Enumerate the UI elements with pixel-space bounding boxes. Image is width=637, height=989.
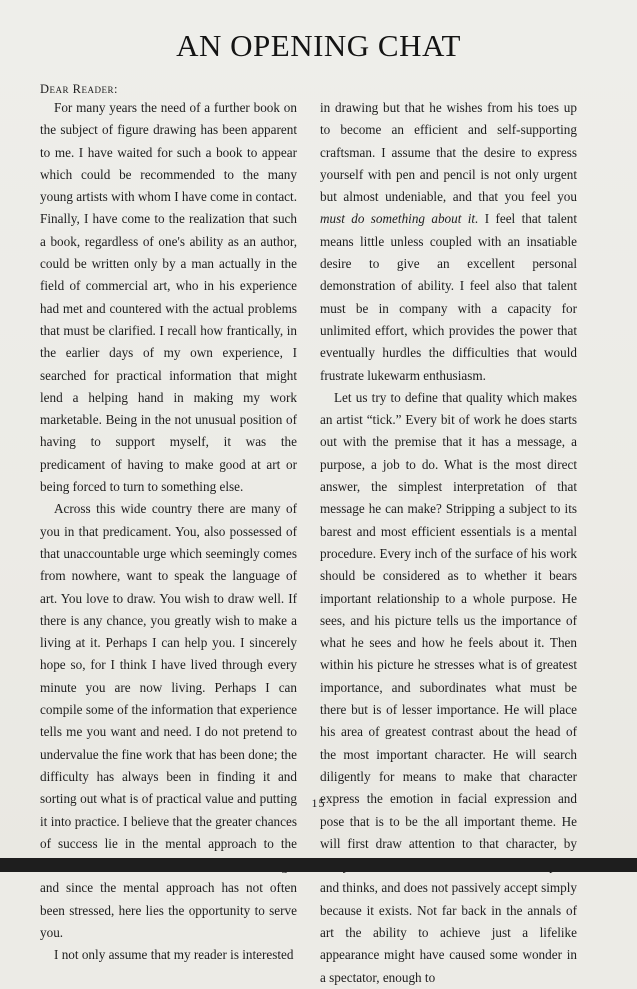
scan-edge — [0, 858, 637, 872]
paragraph: Across this wide country there are many of you in that predicament. You, also possessed of that unaccountable urge which seemingly comes from nowhere, want to speak the language of art. You love to draw. You wish to draw well. If there is any chance, you greatly wish to make a living at it. Perhaps I can help you. I sincerely hope so, for I think I have lived through every minute you are now living. Perhaps I can compile some of the information that experience tells me you want and need. I do not pretend to undervalue the fine work that has been done; the difficulty has always been in finding it and sorting out what is of practical value and putting it into practice. I believe that the greater chances of success lie in the mental approach to the and since the mental approach has not often been stressed, here lies the opportunity to serve you. — [40, 501, 297, 940]
left-column — [40, 97, 297, 967]
emphasis-text: must do something about it. — [320, 211, 479, 227]
page-number: 15 — [311, 796, 326, 810]
text-run: I feel that talent means little unless coupled with an insatiable desire to give an excellent personal demonstration of ability. I feel also that talent must be in company with a capacity for unlimited effort, which provides the power that eventually hurdles the difficulties that would frustrate lukewarm enthusiasm. — [320, 211, 577, 383]
paragraph: For many years the need of a further book on the subject of figure drawing has been apparent to me. I have waited for such a book to appear which could be recommended to the many young artists with whom I have come in contact. Finally, I have come to the realization that such a book, regardless of one's ability as an author, could be written only by a man actually in the field of commercial art, who in his experience had met and countered with the actual problems that must be clarified. I recall how frantically, in the earlier days of my own experience, I searched for practical information that might lend a helping hand in making my work marketable. Being in the not unusual position of having to support myself, it was the predicament of having to make good at art or being forced to turn to something else. — [40, 100, 297, 495]
paragraph: I not only assume that my reader is interested — [54, 947, 294, 963]
paragraph: Let us try to define that quality which makes an artist “tick.” Every bit of work he does starts out with the premise that it has a message, a purpose, a job to do. What is the most direct answer, the simplest interpretation of that message he can make? Stripping a subject to its barest and most efficient essentials is a mental procedure. Every inch of the surface of his work should be considered as to whether it bears important relationship to a whole purpose. He sees, and his picture tells us the importance of what he sees and how he feels about it. Then within his picture he stresses what is of greatest importance, and subordinates what must be there but is of lesser importance. He will place his area of greatest contrast about the head of the most important character. He will search diligently for means to make that character express the emotion in facial expression and pose that is to be the all important theme. He will first draw attention to that character, by and thinks, and does not passively accept simply because it exists. Not far back in the annals of art the ability to achieve just a lifelike appearance might have caused some wonder in a spectator, enough to — [320, 389, 577, 985]
right-column — [320, 97, 577, 989]
text-run: in drawing but that he wishes from his toes up to become an efficient and self-supporting craftsman. I assume that the desire to express yourself with pen and pencil is not only urgent but almost undeniable, and that you feel you — [320, 100, 577, 205]
paragraph-continued — [320, 97, 577, 387]
page-title: AN OPENING CHAT — [176, 28, 461, 63]
salutation: Dear Reader: — [40, 82, 118, 96]
